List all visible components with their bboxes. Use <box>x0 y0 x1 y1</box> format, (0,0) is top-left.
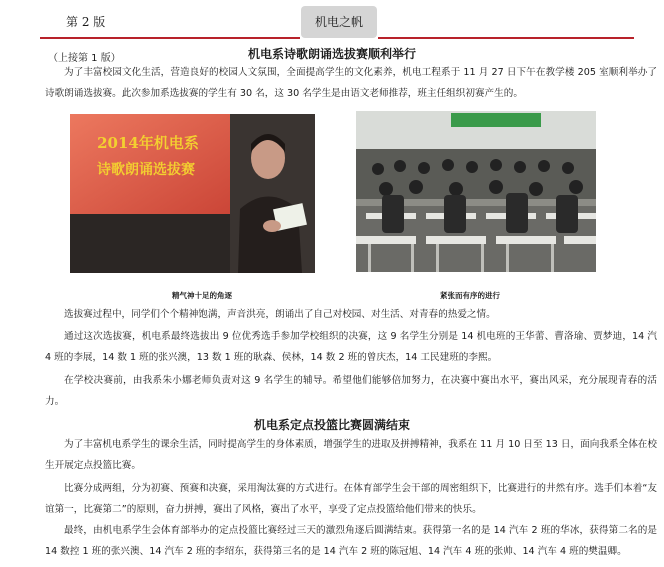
issue-number: 第 2 版 <box>66 15 106 29</box>
masthead-title: 机电之帆 <box>301 6 377 38</box>
header-rule-right <box>378 37 634 39</box>
speaker-photo <box>70 114 315 273</box>
classroom-photo <box>356 111 596 272</box>
photo-caption: 精气神十足的角逐 <box>172 291 232 300</box>
article-paragraph: 选拔赛过程中，同学们个个精神饱满，声音洪亮，朗诵出了自己对校园、对生活、对青春的热爱之情。 <box>64 309 496 320</box>
article-paragraph: 在学校决赛前，由我系朱小娜老师负责对这 9 名学生的辅导。希望他们能够倍加努力，在决赛中赛出水平，赛出风采，充分展现青春的活力。 <box>45 375 657 407</box>
photo-caption: 紧张而有序的进行 <box>440 291 500 300</box>
banner-line-1: 2014年机电系 <box>97 134 199 152</box>
article-paragraph: 最终，由机电系学生会体育部举办的定点投篮比赛经过三天的激烈角逐后圆满结束。获得第一名的是 14 汽车 2 班的华冰，获得第二名的是 14 数控 1 班的张兴澳、14 汽车 2 班的李绍东，获得第三名的是 14 汽车 2 班的陈冠旭、14 汽车 4 班的张帅、14 汽车 4 班的樊温卿。 <box>45 525 657 557</box>
article-paragraph: 通过这次选拔赛，机电系最终选拔出 9 位优秀选手参加学校组织的决赛，这 9 名学生分别是 14 机电班的王华蕾、曹洛瑜、贾梦迪，14 汽 4 班的李展，14 数 1 班的张兴澳，13 数 1 班的耿森、侯林，14 数 2 班的曾庆杰，14 工民建班的李熙。 <box>45 331 657 363</box>
article-paragraph: 为了丰富校园文化生活，营造良好的校园人文氛围，全面提高学生的文化素养，机电工程系于 11 月 27 日下午在教学楼 205 室顺利举办了诗歌朗诵选拔赛。此次参加系选拔赛的学生有 30 名，这 30 名学生是由语文老师推荐，班主任组织初赛产生的。 <box>45 67 657 99</box>
article-title: 机电系诗歌朗诵选拔赛顺利举行 <box>247 47 416 61</box>
article-paragraph: 比赛分成两组，分为初赛、预赛和决赛，采用淘汰赛的方式进行。在体育部学生会干部的周密组织下，比赛进行的井然有序。选手们本着“友谊第一，比赛第二”的原则，奋力拼搏，赛出了风格，赛出了水平，享受了定点投篮给他们带来的快乐。 <box>45 483 657 515</box>
header-rule-left <box>40 37 300 39</box>
article-paragraph: 为了丰富机电系学生的课余生活，同时提高学生的身体素质，增强学生的进取及拼搏精神，我系在 11 月 10 日至 13 日，面向我系全体在校生开展定点投篮比赛。 <box>45 439 657 471</box>
article-title: 机电系定点投篮比赛圆满结束 <box>253 418 410 432</box>
continued-note: （上接第 1 版） <box>48 53 121 64</box>
banner-line-2: 诗歌朗诵选拔赛 <box>97 162 195 178</box>
